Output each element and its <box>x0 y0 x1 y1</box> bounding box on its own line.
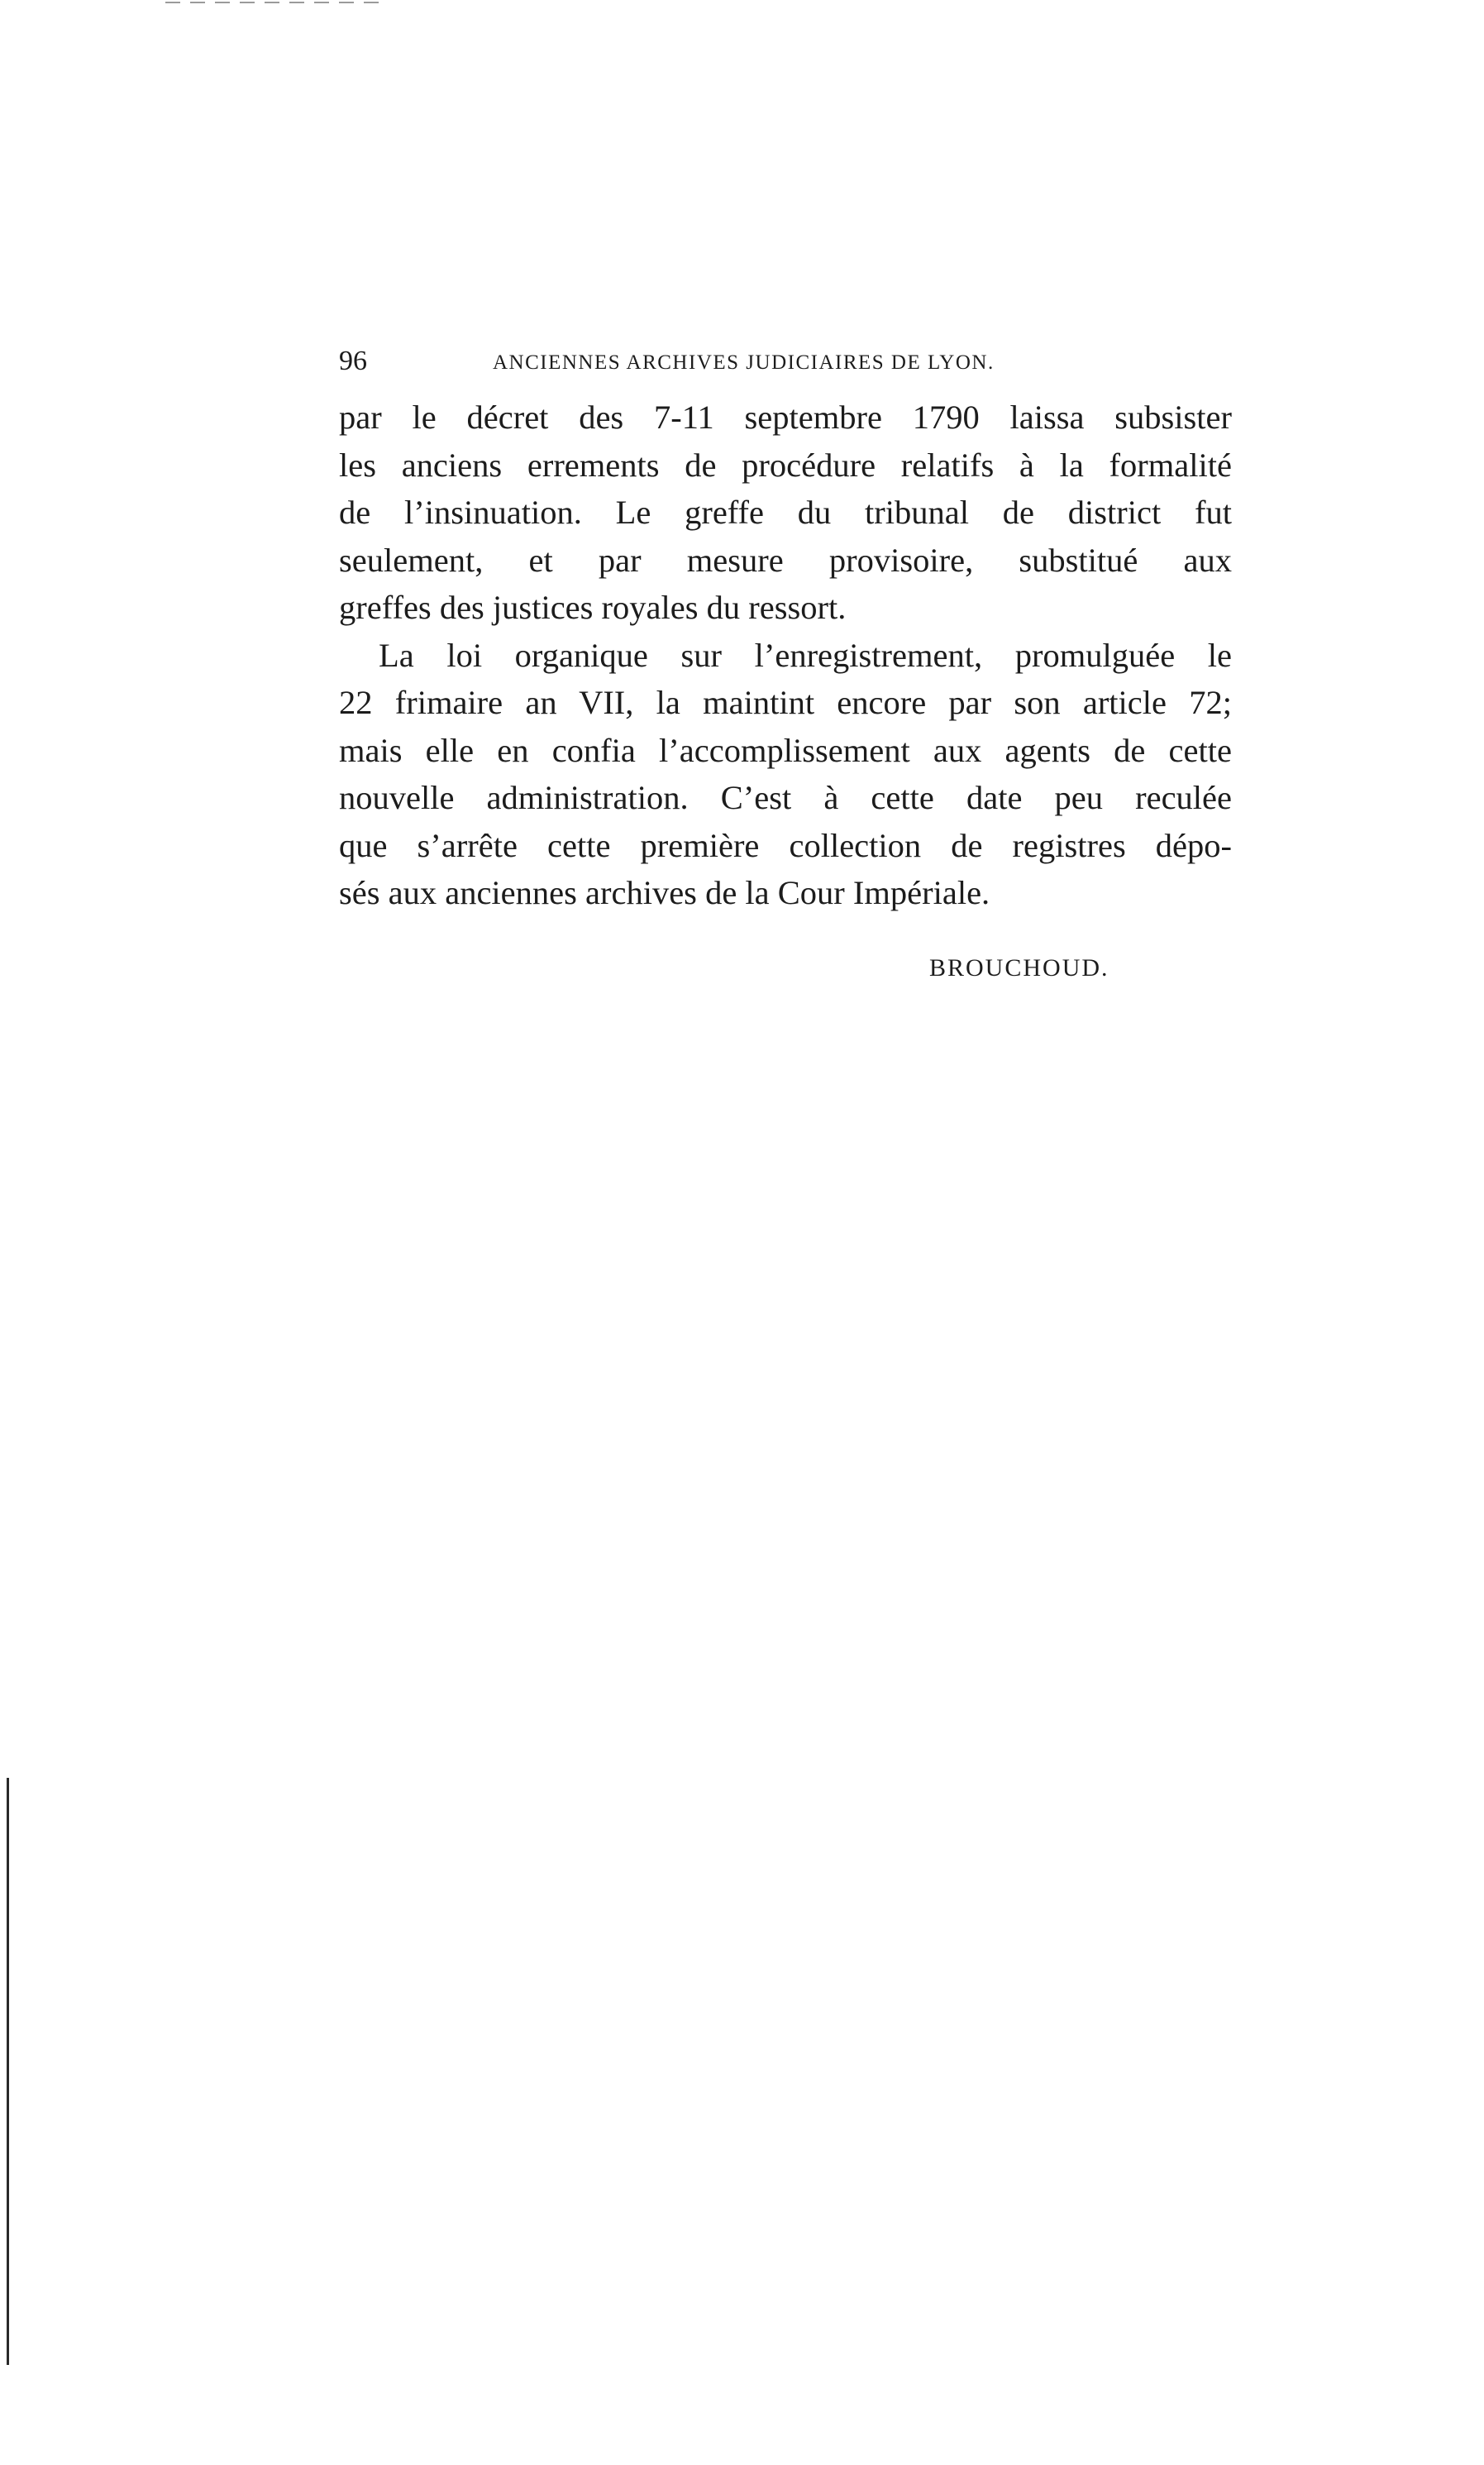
running-title: ANCIENNES ARCHIVES JUDICIAIRES DE LYON. <box>493 351 995 374</box>
text-line: sés aux anciennes archives de la Cour Impériale. <box>339 874 990 911</box>
text-line: 22 frimaire an VII, la maintint encore par son article 72; <box>339 684 1232 721</box>
text-line: La loi organique sur l’enregistrement, promulguée le <box>379 636 1232 674</box>
page-number: 96 <box>339 346 367 376</box>
text-line: nouvelle administration. C’est à cette date peu reculée <box>339 779 1232 816</box>
body-text <box>339 394 1232 917</box>
text-line: les anciens errements de procédure relatifs à la formalité <box>339 446 1232 484</box>
scan-margin-line <box>7 1778 9 2365</box>
text-line: mais elle en confia l’accomplissement aux agents de cette <box>339 731 1232 769</box>
text-line: que s’arrête cette première collection de registres dépo- <box>339 826 1232 864</box>
text-line: par le décret des 7-11 septembre 1790 laissa subsister <box>339 399 1232 436</box>
text-line: greffes des justices royales du ressort. <box>339 589 847 626</box>
author-signature: BROUCHOUD. <box>929 954 1109 982</box>
scan-artifact-dashes <box>165 2 389 3</box>
text-line: de l’insinuation. Le greffe du tribunal de district fut <box>339 494 1232 531</box>
text-line: seulement, et par mesure provisoire, substitué aux <box>339 541 1232 579</box>
page-header <box>339 341 1083 382</box>
